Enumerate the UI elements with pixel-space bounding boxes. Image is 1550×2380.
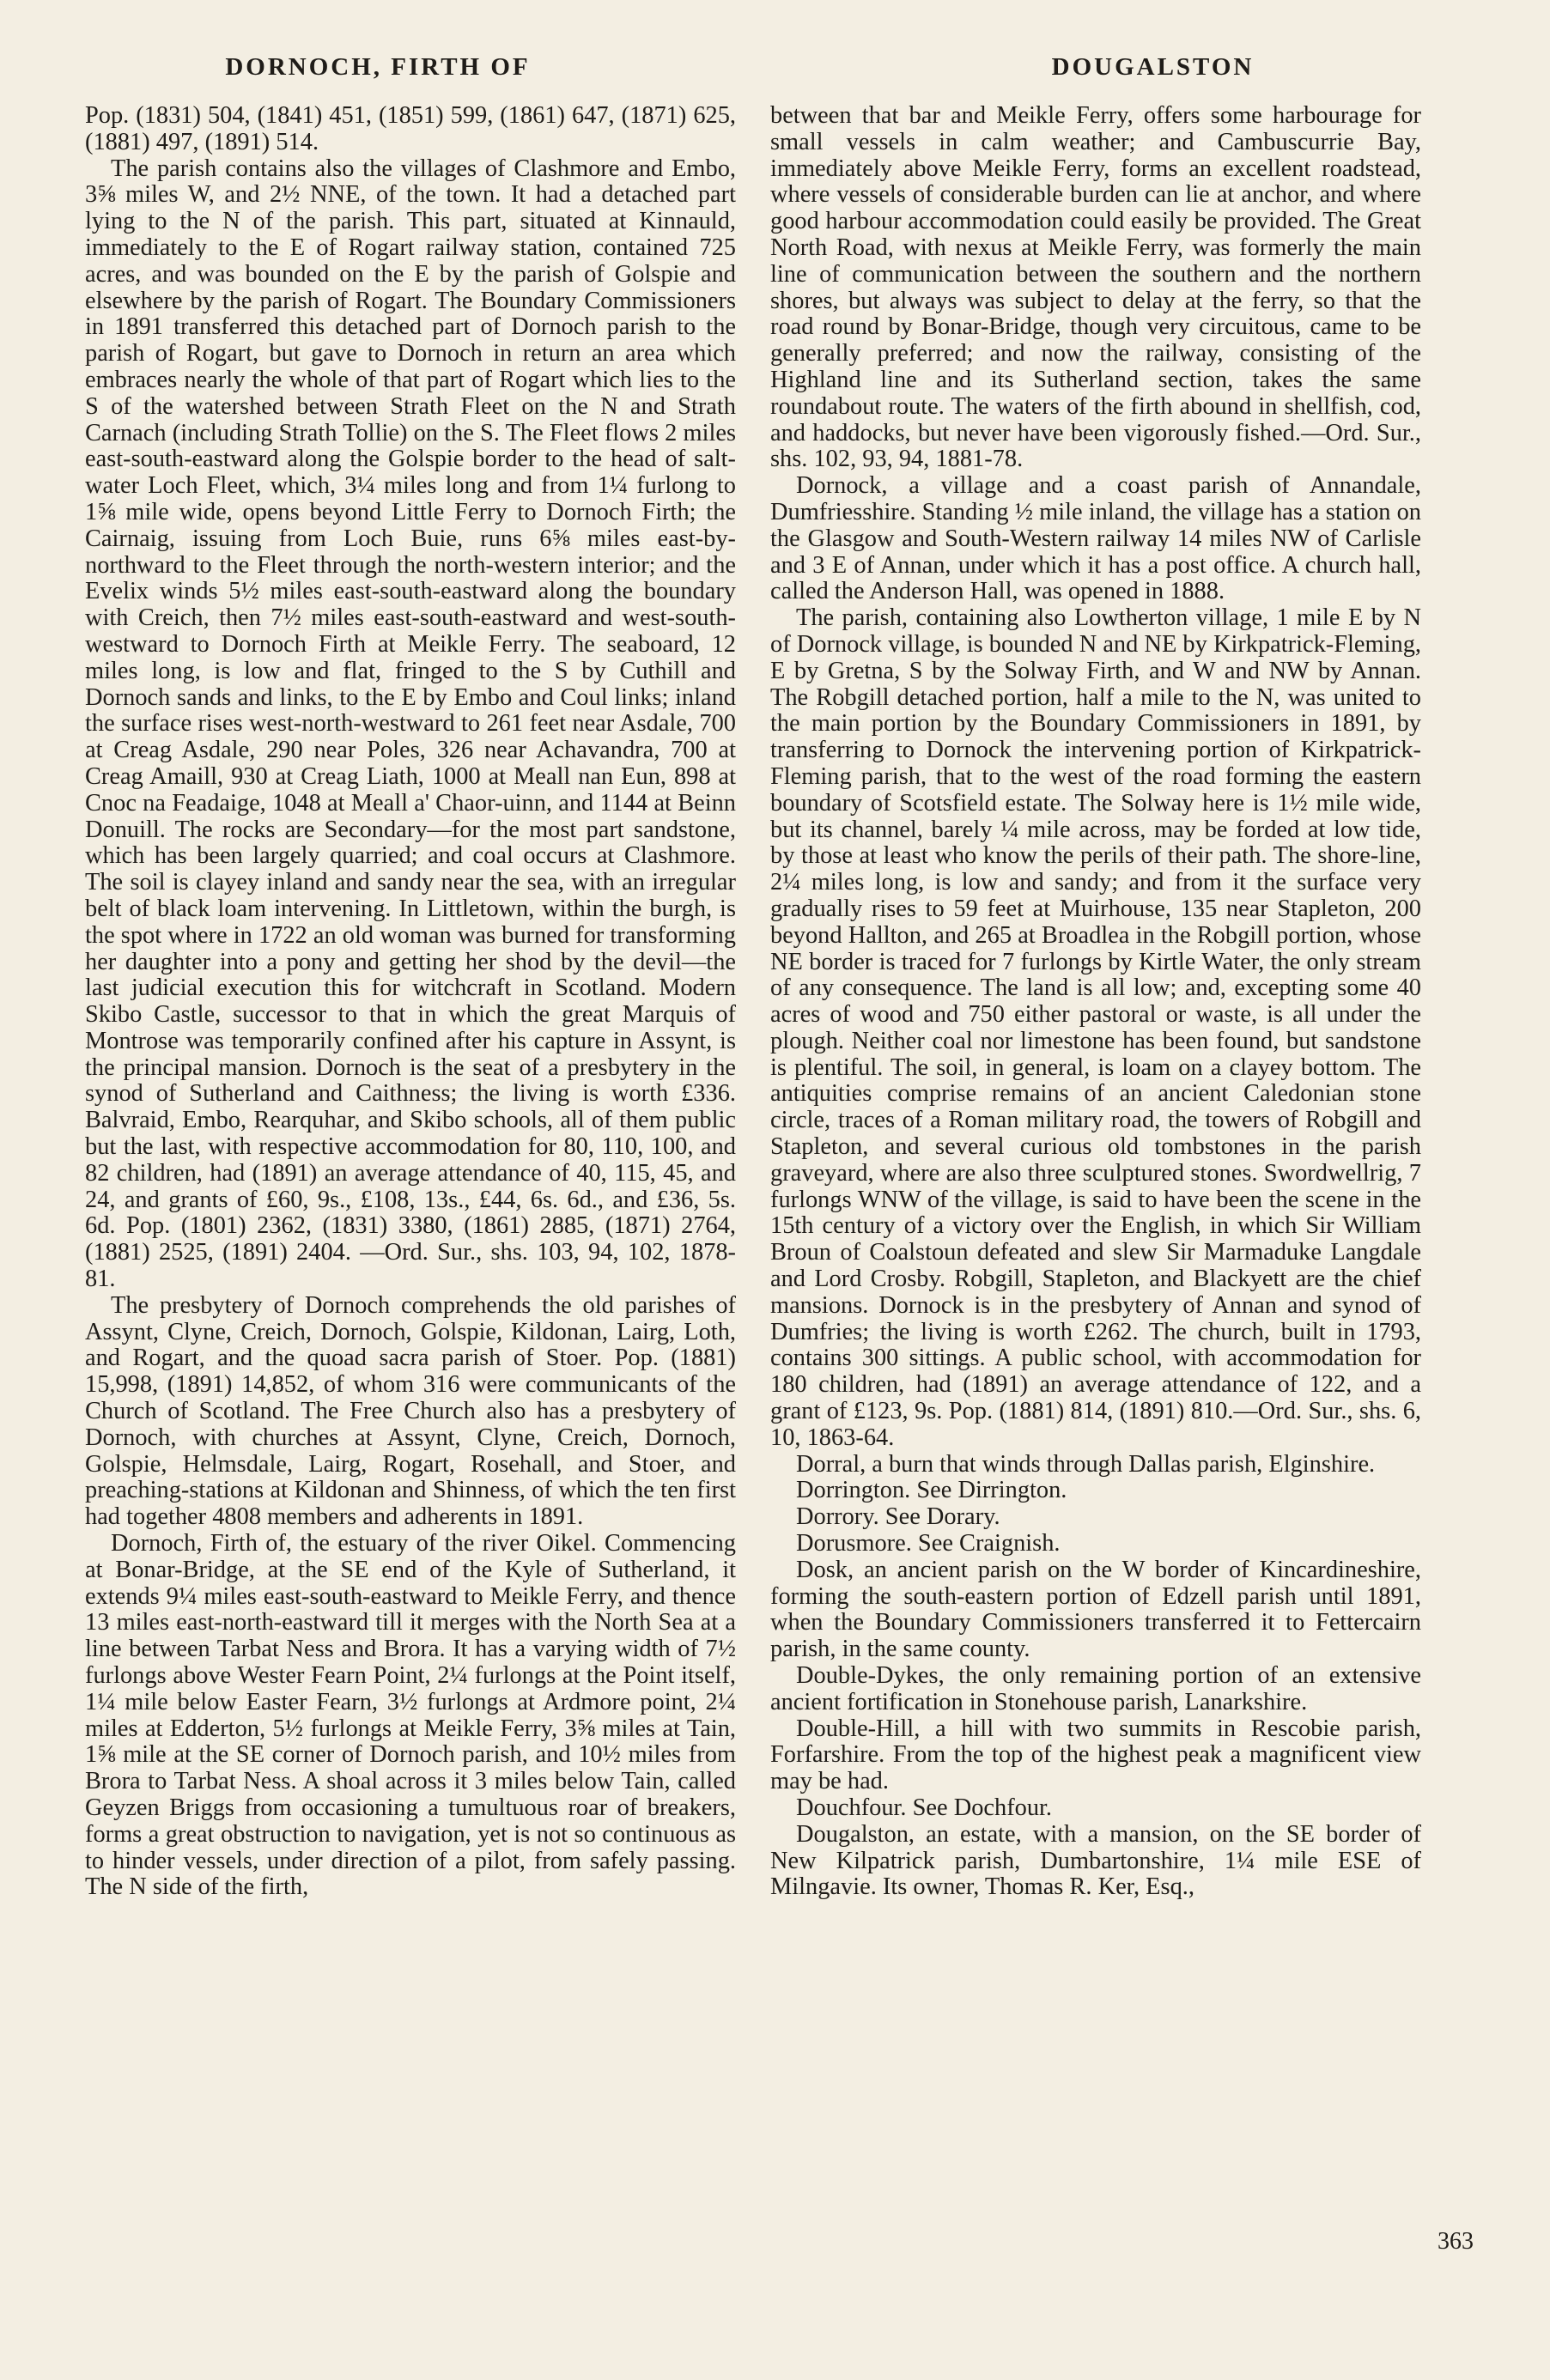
left-column [85, 103, 736, 1901]
running-head-left: DORNOCH, FIRTH OF [225, 53, 531, 81]
paragraph: Dornock, a village and a coast parish of Annandale, Dumfriesshire. Standing ½ mile inland, the village has a station on the Glasgow and South-Western railway 14 miles NW of Carlisle and 3 E of Annan, under which it has a post office. A church hall, called the Anderson Hall, was opened in 1888. [770, 472, 1421, 605]
paragraph: Dorral, a burn that winds through Dallas parish, Elginshire. [796, 1450, 1376, 1478]
paragraph: The parish, containing also Lowtherton village, 1 mile E by N of Dornock village, is bounded N and NE by Kirkpatrick-Fleming, E by Gretna, S by the Solway Firth, and W and NW by Annan. The Robgill detached portion, half a mile to the N, was united to the main portion by the Boundary Commissioners in 1891, by transferring to Dornock the intervening portion of Kirkpatrick-Fleming parish, that to the west of the road forming the eastern boundary of Scotsfield estate. The Solway here is 1½ mile wide, but its channel, barely ¼ mile across, may be forded at low tide, by those at least who know the perils of their path. The shore-line, 2¼ miles long, is low and sandy; and from it the surface very gradually rises to 59 feet at Muirhouse, 135 near Stapleton, 200 beyond Hallton, and 265 at Broadlea in the Robgill portion, whose NE border is traced for 7 furlongs by Kirtle Water, the only stream of any consequence. The land is all low; and, excepting some 40 acres of wood and 750 either pastoral or waste, is all under the plough. Neither coal nor limestone has been found, but sandstone is plentiful. The soil, in general, is loam on a clayey bottom. The antiquities comprise remains of an ancient Caledonian stone circle, traces of a Roman military road, the towers of Robgill and Stapleton, and several curious old tombstones in the parish graveyard, where are also three sculptured stones. Swordwellrig, 7 furlongs WNW of the village, is said to have been the scene in the 15th century of a victory over the English, in which Sir William Broun of Coalstoun defeated and slew Sir Marmaduke Langdale and Lord Crosby. Robgill, Stapleton, and Blackyett are the chief mansions. Dornock is in the presbytery of Annan and synod of Dumfries; the living is worth £262. The church, built in 1793, contains 300 sittings. A public school, with accommodation for 180 children, had (1891) an average attendance of 122, and a grant of £123, 9s. Pop. (1881) 814, (1891) 810.—Ord. Sur., shs. 6, 10, 1863-64. [770, 604, 1421, 1451]
paragraph: between that bar and Meikle Ferry, offers some harbourage for small vessels in calm weather; and Cambuscurrie Bay, immediately above Meikle Ferry, forms an excellent roadstead, where vessels of considerable burden can lie at anchor, and where good harbour accommodation could easily be provided. The Great North Road, with nexus at Meikle Ferry, was formerly the main line of communication between the southern and the northern shores, but always was subject to delay at the ferry, so that the road round by Bonar-Bridge, though very circuitous, came to be generally preferred; and now the railway, consisting of the Highland line and its Sutherland section, takes the same roundabout route. The waters of the firth abound in shellfish, cod, and haddocks, but never have been vigorously fished.—Ord. Sur., shs. 102, 93, 94, 1881-78. [770, 102, 1421, 473]
right-column [770, 103, 1421, 1901]
page-number: 363 [1438, 2228, 1474, 2255]
paragraph: Dorrington. See Dirrington. [796, 1477, 1067, 1504]
running-head-right: DOUGALSTON [1051, 53, 1255, 81]
paragraph: Dougalston, an estate, with a mansion, on the SE border of New Kilpatrick parish, Dumbartonshire, 1¼ mile ESE of Milngavie. Its owner, Thomas R. Ker, Esq., [770, 1820, 1421, 1901]
paragraph: Douchfour. See Dochfour. [796, 1794, 1053, 1821]
paragraph: Dosk, an ancient parish on the W border of Kincardineshire, forming the south-eastern portion of Edzell parish until 1891, when the Boundary Commissioners transferred it to Fettercairn parish, in the same county. [770, 1556, 1421, 1663]
paragraph: Dorusmore. See Craignish. [796, 1530, 1061, 1557]
paragraph: Pop. (1831) 504, (1841) 451, (1851) 599, (1861) 647, (1871) 625, (1881) 497, (1891) 514. [85, 102, 736, 155]
paragraph: Dornoch, Firth of, the estuary of the river Oikel. Commencing at Bonar-Bridge, at the SE end of the Kyle of Sutherland, it extends 9¼ miles east-south-eastward to Meikle Ferry, and thence 13 miles east-north-eastward till it merges with the North Sea at a line between Tarbat Ness and Brora. It has a varying width of 7½ furlongs above Wester Fearn Point, 2¼ furlongs at the Point itself, 1¼ mile below Easter Fearn, 3½ furlongs at Ardmore point, 2¼ miles at Edderton, 5½ furlongs at Meikle Ferry, 3⅝ miles at Tain, 1⅝ mile at the SE corner of Dornoch parish, and 10½ miles from Brora to Tarbat Ness. A shoal across it 3 miles below Tain, called Geyzen Briggs from occasioning a tumultuous roar of breakers, forms a great obstruction to navigation, yet is not so continuous as to hinder vessels, under direction of a pilot, from safely passing. The N side of the firth, [85, 1530, 736, 1901]
paragraph: Dorrory. See Dorary. [796, 1503, 1000, 1531]
paragraph: The parish contains also the villages of Clashmore and Embo, 3⅝ miles W, and 2½ NNE, of the town. It had a detached part lying to the N of the parish. This part, situated at Kinnauld, immediately to the E of Rogart railway station, contained 725 acres, and was bounded on the E by the parish of Golspie and elsewhere by the parish of Rogart. The Boundary Commissioners in 1891 transferred this detached part of Dornoch parish to the parish of Rogart, but gave to Dornoch in return an area which embraces nearly the whole of that part of Rogart which lies to the S of the watershed between Strath Fleet on the N and Strath Carnach (including Strath Tollie) on the S. The Fleet flows 2 miles east-south-eastward along the Golspie border to the head of salt-water Loch Fleet, which, 3¼ miles long and from 1¼ furlong to 1⅝ mile wide, opens beyond Little Ferry to Dornoch Firth; the Cairnaig, issuing from Loch Buie, runs 6⅝ miles east-by-northward to the Fleet through the north-western interior; and the Evelix winds 5½ miles east-south-eastward along the boundary with Creich, then 7½ miles east-south-eastward and west-south-westward to Dornoch Firth at Meikle Ferry. The seaboard, 12 miles long, is low and flat, fringed to the S by Cuthill and Dornoch sands and links, to the E by Embo and Coul links; inland the surface rises west-north-westward to 261 feet near Asdale, 700 at Creag Asdale, 290 near Poles, 326 near Achavandra, 700 at Creag Amaill, 930 at Creag Liath, 1000 at Meall nan Eun, 898 at Cnoc na Feadaige, 1048 at Meall a' Chaor-uinn, and 1144 at Beinn Donuill. The rocks are Secondary—for the most part sandstone, which has been largely quarried; and coal occurs at Clashmore. The soil is clayey inland and sandy near the sea, with an irregular belt of black loam intervening. In Littletown, within the burgh, is the spot where in 1722 an old woman was burned for transforming her daughter into a pony and getting her shod by the devil—the last judicial execution this for witchcraft in Scotland. Modern Skibo Castle, successor to that in which the great Marquis of Montrose was temporarily confined after his capture in Assynt, is the principal mansion. Dornoch is the seat of a presbytery in the synod of Sutherland and Caithness; the living is worth £336. Balvraid, Embo, Rearquhar, and Skibo schools, all of them public but the last, with respective accommodation for 80, 110, 100, and 82 children, had (1891) an average attendance of 40, 115, 45, and 24, and grants of £60, 9s., £108, 13s., £44, 6s. 6d., and £36, 5s. 6d. Pop. (1801) 2362, (1831) 3380, (1861) 2885, (1871) 2764, (1881) 2525, (1891) 2404. —Ord. Sur., shs. 103, 94, 102, 1878-81. [85, 155, 736, 1293]
paragraph: The presbytery of Dornoch comprehends the old parishes of Assynt, Clyne, Creich, Dornoch, Golspie, Kildonan, Lairg, Loth, and Rogart, and the quoad sacra parish of Stoer. Pop. (1881) 15,998, (1891) 14,852, of whom 316 were communicants of the Church of Scotland. The Free Church also has a presbytery of Dornoch, with churches at Assynt, Clyne, Creich, Dornoch, Golspie, Helmsdale, Lairg, Rogart, Rosehall, and Stoer, and preaching-stations at Kildonan and Shinness, of which the ten first had together 4808 members and adherents in 1891. [85, 1291, 736, 1531]
paragraph: Double-Dykes, the only remaining portion of an extensive ancient fortification in Stonehouse parish, Lanarkshire. [770, 1662, 1421, 1715]
paragraph: Double-Hill, a hill with two summits in Rescobie parish, Forfarshire. From the top of the highest peak a magnificent view may be had. [770, 1715, 1421, 1795]
